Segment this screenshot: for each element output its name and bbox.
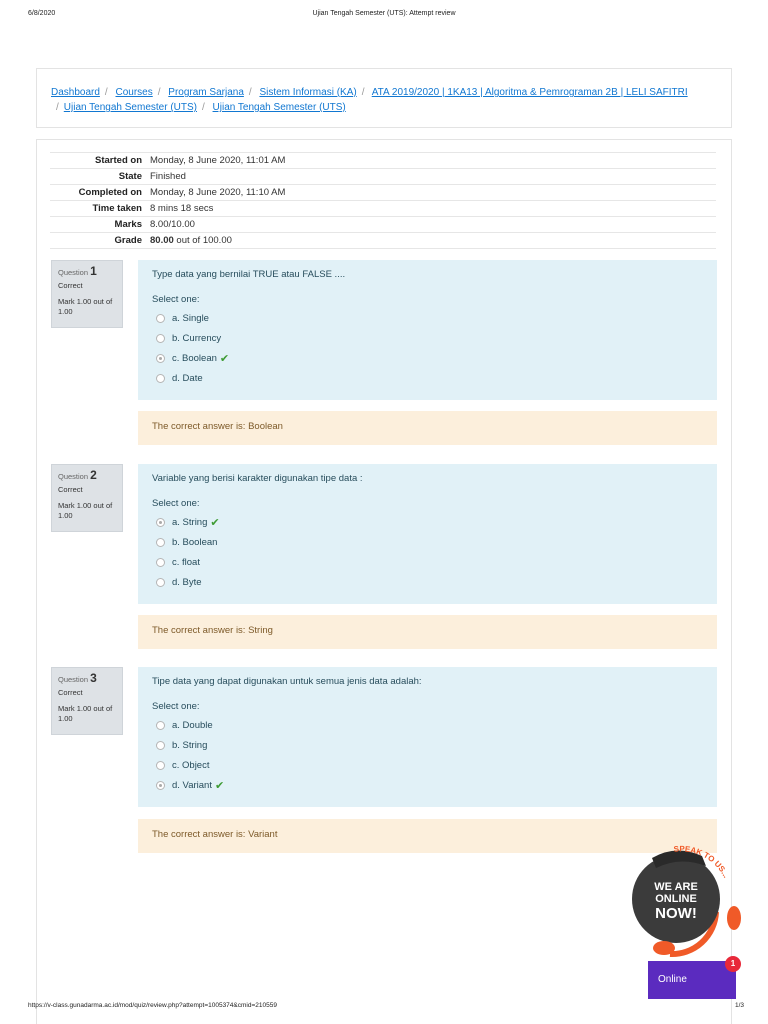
correct-answer-feedback-1: The correct answer is: Boolean <box>138 411 717 445</box>
radio-selected-icon[interactable] <box>156 518 165 527</box>
question-mark: Mark 1.00 out of 1.00 <box>58 704 113 723</box>
attempt-summary-table <box>50 152 716 249</box>
breadcrumb-uts-quiz[interactable]: Ujian Tengah Semester (UTS) <box>212 102 346 113</box>
correct-answer-feedback-3: The correct answer is: Variant <box>138 819 717 853</box>
answer-option[interactable]: d. Date <box>152 368 703 388</box>
answer-option[interactable]: b. Boolean <box>152 532 703 552</box>
answer-option[interactable]: c. float <box>152 552 703 572</box>
answer-option[interactable]: b. Currency <box>152 328 703 348</box>
check-icon: ✔ <box>219 352 230 365</box>
question-body-2 <box>138 464 717 604</box>
answer-option[interactable]: a. Single <box>152 308 703 328</box>
radio-icon[interactable] <box>156 314 165 323</box>
print-footer <box>0 1002 768 1014</box>
question-body-3 <box>138 667 717 807</box>
headset-ear-icon <box>727 906 741 930</box>
radio-icon[interactable] <box>156 578 165 587</box>
question-info-3: Question 3 Correct Mark 1.00 out of 1.00 <box>51 667 123 735</box>
question-info-1: Question 1 Correct Mark 1.00 out of 1.00 <box>51 260 123 328</box>
radio-icon[interactable] <box>156 741 165 750</box>
radio-icon[interactable] <box>156 558 165 567</box>
summary-row: Completed on Monday, 8 June 2020, 11:10 AM <box>50 185 716 201</box>
select-one-label: Select one: <box>152 294 200 305</box>
breadcrumb-course[interactable]: ATA 2019/2020 | 1KA13 | Algoritma & Pemrograman 2B | LELI SAFITRI <box>371 87 688 98</box>
radio-selected-icon[interactable] <box>156 781 165 790</box>
question-body-1 <box>138 260 717 400</box>
summary-row: Started on Monday, 8 June 2020, 11:01 AM <box>50 153 716 169</box>
question-text: Type data yang bernilai TRUE atau FALSE .... <box>152 269 346 280</box>
badge-line2: ONLINE <box>655 893 697 905</box>
headset-mic-icon <box>653 941 675 955</box>
question-state: Correct <box>58 485 83 494</box>
chat-label: Online <box>658 974 687 985</box>
badge-line3: NOW! <box>655 905 697 922</box>
correct-answer-feedback-2: The correct answer is: String <box>138 615 717 649</box>
breadcrumb-courses[interactable]: Courses <box>115 87 153 98</box>
question-state: Correct <box>58 281 83 290</box>
print-url: https://v-class.gunadarma.ac.id/mod/quiz/review.php?attempt=1005374&cmid=210559 <box>28 1002 277 1009</box>
radio-icon[interactable] <box>156 334 165 343</box>
answer-option[interactable]: a. Double <box>152 715 703 735</box>
answer-option[interactable]: b. String <box>152 735 703 755</box>
answer-option[interactable]: c. Object <box>152 755 703 775</box>
print-date: 6/8/2020 <box>28 10 56 17</box>
print-page-number: 1/3 <box>734 1002 744 1009</box>
question-text: Variable yang berisi karakter digunakan tipe data : <box>152 473 363 484</box>
select-one-label: Select one: <box>152 498 200 509</box>
radio-icon[interactable] <box>156 761 165 770</box>
breadcrumb-sistem-informasi[interactable]: Sistem Informasi (KA) <box>259 87 357 98</box>
answer-option[interactable]: a. String ✔ <box>152 512 703 532</box>
question-mark: Mark 1.00 out of 1.00 <box>58 501 113 520</box>
grade-value: 80.00 <box>150 235 174 246</box>
summary-row: Marks 8.00/10.00 <box>50 217 716 233</box>
breadcrumb-program-sarjana[interactable]: Program Sarjana <box>168 87 244 98</box>
question-text: Tipe data yang dapat digunakan untuk semua jenis data adalah: <box>152 676 422 687</box>
radio-icon[interactable] <box>156 721 165 730</box>
answer-option[interactable]: d. Variant ✔ <box>152 775 703 795</box>
notification-badge: 1 <box>725 956 741 972</box>
radio-icon[interactable] <box>156 538 165 547</box>
summary-row: Time taken 8 mins 18 secs <box>50 201 716 217</box>
breadcrumb-uts-section[interactable]: Ujian Tengah Semester (UTS) <box>63 102 197 113</box>
breadcrumb: Dashboard / Courses / Program Sarjana / Sistem Informasi (KA) / ATA 2019/2020 | 1KA13 | Algoritma & Pemrograman 2B | LELI SAFITRI / Ujian Tengah Semester (UTS) / Ujian Tengah Semester (UTS) <box>36 68 732 128</box>
check-icon: ✔ <box>214 779 225 792</box>
print-title: Ujian Tengah Semester (UTS): Attempt review <box>312 10 456 17</box>
we-are-online-badge[interactable] <box>612 836 748 966</box>
answer-option[interactable]: c. Boolean ✔ <box>152 348 703 368</box>
badge-curve-textpath: SPEAK TO US... <box>673 844 731 880</box>
question-info-2: Question 2 Correct Mark 1.00 out of 1.00 <box>51 464 123 532</box>
print-header <box>0 10 768 22</box>
check-icon: ✔ <box>210 516 220 529</box>
radio-selected-icon[interactable] <box>156 354 165 363</box>
summary-row: Grade 80.00 out of 100.00 <box>50 233 716 249</box>
question-state: Correct <box>58 688 83 697</box>
badge-line1: WE ARE <box>654 881 698 893</box>
radio-icon[interactable] <box>156 374 165 383</box>
breadcrumb-dashboard[interactable]: Dashboard <box>51 87 100 98</box>
question-mark: Mark 1.00 out of 1.00 <box>58 297 113 316</box>
select-one-label: Select one: <box>152 701 200 712</box>
summary-row: State Finished <box>50 169 716 185</box>
chat-online-button[interactable] <box>648 961 736 999</box>
answer-option[interactable]: d. Byte <box>152 572 703 592</box>
